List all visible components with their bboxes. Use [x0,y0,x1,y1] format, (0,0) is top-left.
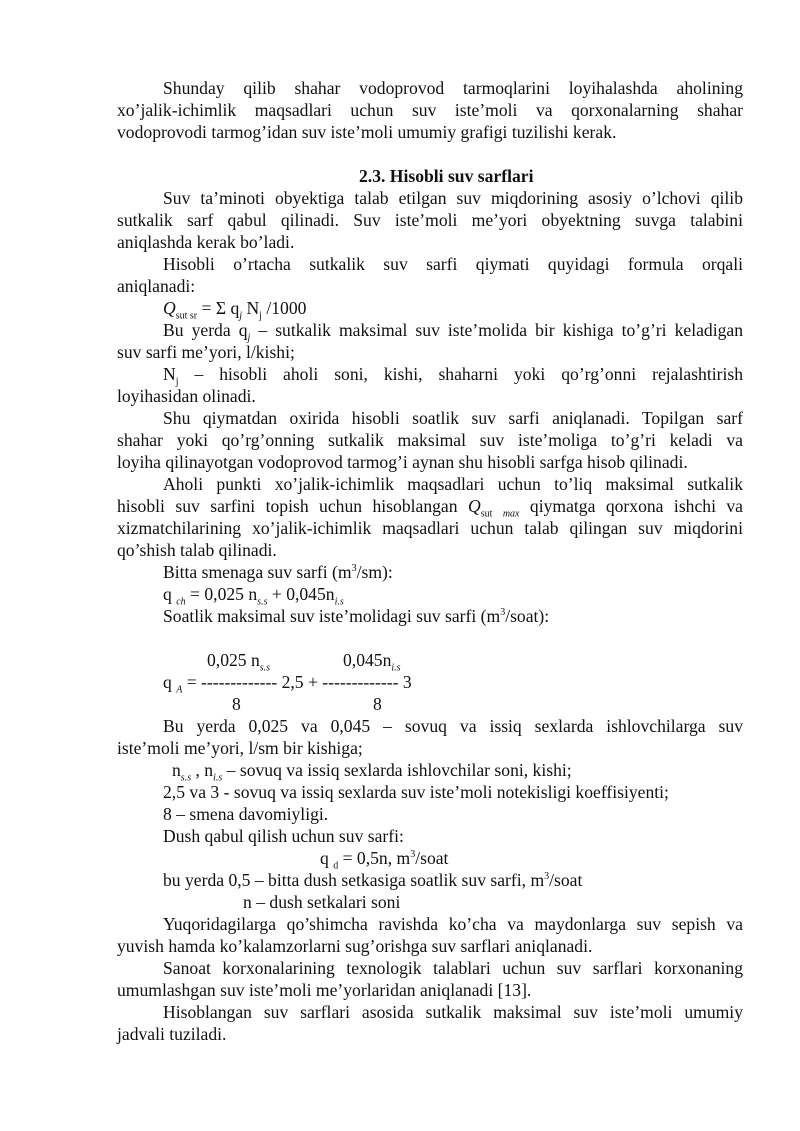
formula-shift [163,583,344,608]
f3-num1-sub: s.s [259,662,271,674]
p8-line [172,759,572,784]
p7-line-1: Bu yerda 0,025 va 0,045 – sovuq va issiq sexlarda ishlovchilarga suv [163,716,743,736]
p1-line-1: Suv ta’minoti obyektiga talab etilgan suv miqdorining asosiy o’lchovi qilib [163,188,743,208]
f4-sub: d [333,860,339,872]
p12-line [163,869,582,891]
formula3-numerator-1 [207,649,271,674]
f3-num2: 0,045n [343,650,392,670]
p6-sub-sut: sut [480,508,493,520]
f2-s1: s.s [257,596,268,608]
f4-post: /soat [415,848,449,868]
f4-pre: q [320,848,334,868]
p12-sup: 3 [544,871,550,883]
f3-lhs-sub: A [176,684,183,696]
p3-sub: j [247,332,251,344]
p4-pre: N [163,364,176,384]
intro-line-3: vodoprovodi tarmog’idan suv iste’moli umumiy grafigi tuzilishi kerak. [117,122,617,142]
p8-mid: , n [191,760,214,780]
p5-line-1: Shu qiymatdan oxirida hisobli soatlik suv sarfi aniqlanadi. Topilgan sarf [163,408,743,428]
p2-line-2: aniqlanadi: [117,276,196,296]
formula3-denominator-1: 8 [232,694,241,714]
p6-line-1: Aholi punkti xo’jalik-ichimlik maqsadlari uchun to’liq maksimal sutkalik [163,474,743,494]
p6-line-2 [117,495,743,520]
intro-line-1: Shunday qilib shahar vodoprovod tarmoqlarini loyihalashda aholining [163,78,743,98]
p6-sub-max: max [502,508,520,520]
smena-post: /sm): [356,562,393,582]
section-title: 2.3. Hisobli suv sarflari [359,166,534,186]
p16-line-2: jadvali tuziladi. [117,1024,227,1044]
formula-q-subscript: sut sr [175,310,198,322]
p4-line-2: loyihasidan olinadi. [117,386,256,406]
p3-pre: Bu yerda q [163,320,248,340]
p4-line-1 [163,363,743,388]
f2-plus: + 0,045n [267,584,335,604]
hourly-water-label [163,605,549,627]
formula3-denominator-2: 8 [373,694,382,714]
smena-sup: 3 [351,563,357,575]
p12-post: /soat [549,870,583,890]
formula-daily-average [163,297,307,322]
p6-pre: hisobli suv sarfini topish uchun hisoblangan [117,496,468,516]
p5-line-2: shahar yoki qo’rg’onning sutkalik maksimal suv iste’moliga to’g’ri keladi va [117,430,743,450]
p8-s2: i.s [213,772,223,784]
p1-line-3: aniqlashda kerak bo’ladi. [117,232,295,252]
formula-n-part: N [242,298,260,318]
p3-post: – sutkalik maksimal suv iste’molida bir kishiga to’g’ri keladigan [250,320,743,340]
formula-nj-subscript: j [259,310,262,322]
f2-eq: = 0,025 n [185,584,258,604]
p6-post: qiymatga qorxona ishchi va [519,496,743,516]
p8-post: – sovuq va issiq sexlarda ishlovchilar soni, kishi; [222,760,572,780]
shift-water-label [163,561,393,583]
intro-line-2: xo’jalik-ichimlik maqsadlari uchun suv iste’moli va qorxonalarning shahar [117,100,743,120]
p6-q: Q [467,496,481,516]
p1-line-2: sutkalik sarf qabul qilinadi. Suv iste’moli me’yori obyektning suvga talabini [117,210,743,230]
f4-mid: = 0,5n, m [338,848,411,868]
formula-shower [320,847,449,872]
p8-pre: n [172,760,181,780]
f2-q-sub: ch [176,596,186,608]
f2-q: q [163,584,177,604]
f3-lhs: q [163,672,177,692]
p3-line-1 [163,319,743,344]
hourly-pre: Soatlik maksimal suv iste’molidagi suv sarfi (m [163,606,501,626]
formula-j-subscript: j [239,310,243,322]
p4-sub: j [175,376,179,388]
p12-pre: bu yerda 0,5 – bitta dush setkasiga soatlik suv sarfi, m [163,870,545,890]
formula3-main-line [163,671,412,696]
hourly-post: /soat): [505,606,550,626]
f3-num1: 0,025 n [207,650,260,670]
formula-q-symbol: Q [163,298,176,318]
p11-line: Dush qabul qilish uchun suv sarfi: [163,826,404,846]
p2-line-1: Hisobli o’rtacha sutkalik suv sarfi qiymati quyidagi formula orqali [163,254,743,274]
f2-s2: i.s [334,596,344,608]
p6-line-3: xizmatchilarining xo’jalik-ichimlik maqsadlari uchun talab qilingan suv miqdorini [117,518,743,538]
p8-s1: s.s [180,772,192,784]
p9-line: 2,5 va 3 - sovuq va issiq sexlarda suv iste’moli notekisligi koeffisiyenti; [163,782,669,802]
p14-line-1: Yuqoridagilarga qo’shimcha ravishda ko’cha va maydonlarga suv sepish va [163,914,743,934]
smena-pre: Bitta smenaga suv sarfi (m [163,562,352,582]
p15-line-2: umumlashgan suv iste’moli me’yorlaridan aniqlanadi [13]. [117,980,532,1000]
p7-line-2: iste’moli me’yori, l/sm bir kishiga; [117,738,363,758]
hourly-sup: 3 [500,607,506,619]
p13-line: n – dush setkalari soni [243,892,401,912]
p6-line-4: qo’shish talab qilinadi. [117,540,277,560]
f4-sup: 3 [410,849,416,861]
formula-tail: /1000 [261,298,307,318]
p5-line-3: loyiha qilinayotgan vodoprovod tarmog’i aynan shu hisobli sarfga hisob qilinadi. [117,452,688,472]
f3-num2-sub: i.s [391,662,401,674]
p4-post: – hisobli aholi soni, kishi, shaharni yoki qo’rg’onni rejalashtirish [178,364,743,384]
p3-line-2: suv sarfi me’yori, l/kishi; [117,342,295,362]
p10-line: 8 – smena davomiyligi. [163,804,329,824]
formula3-numerator-2 [343,649,401,674]
p14-line-2: yuvish hamda ko’kalamzorlarni sug’orishga suv sarflari aniqlanadi. [117,936,593,956]
formula-sum-part: = Σ q [197,298,240,318]
p16-line-1: Hisoblangan suv sarflari asosida sutkalik maksimal suv iste’moli umumiy [163,1002,743,1022]
f3-mid: = ------------- 2,5 + ------------- 3 [182,672,412,692]
p15-line-1: Sanoat korxonalarining texnologik talablari uchun suv sarflari korxonaning [163,958,743,978]
